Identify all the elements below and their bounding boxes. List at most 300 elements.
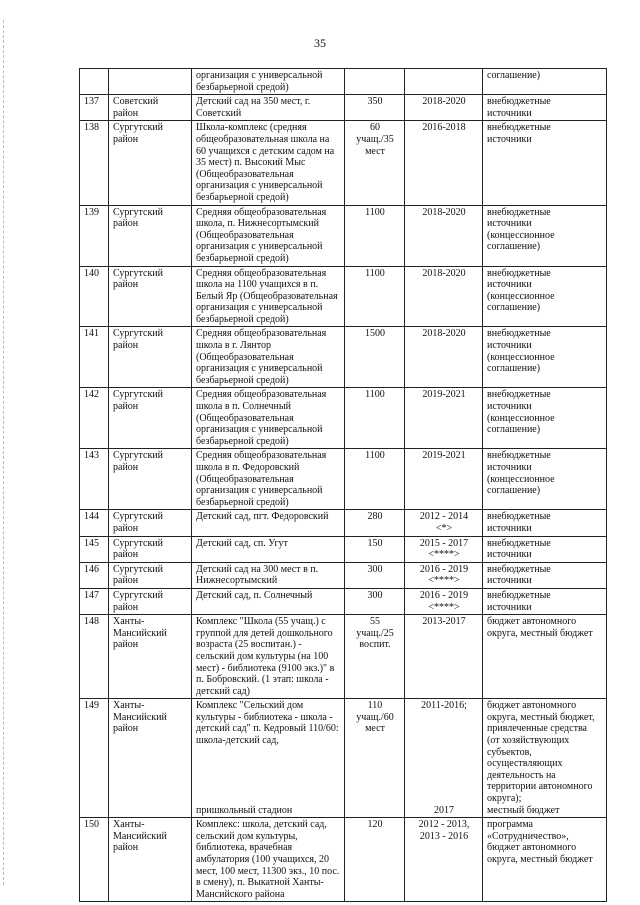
object-description-cell-line: (Общеобразовательная	[196, 168, 294, 180]
table-row	[80, 588, 607, 614]
object-description-cell-line: Детский сад, п. Солнечный	[196, 589, 313, 601]
capacity-cell	[345, 95, 405, 121]
funding-source-cell-line: источники	[487, 575, 532, 587]
object-description-cell-line: безбарьерной средой)	[196, 252, 289, 264]
row-number-cell	[80, 327, 109, 388]
object-description-cell-line: школа-детский сад,	[196, 735, 279, 747]
row-number-cell	[80, 205, 109, 266]
municipality-cell-line: Сургутский	[113, 511, 164, 523]
capacity-cell-line: 1500	[365, 328, 385, 340]
municipality-cell-line: район	[113, 639, 139, 651]
funding-source-cell	[483, 69, 607, 95]
object-description-cell-line: (Общеобразовательная	[196, 229, 294, 241]
capacity-cell-line: 300	[367, 589, 383, 601]
municipality-cell-line: район	[113, 133, 139, 145]
municipality-cell-line: Сургутский	[113, 267, 164, 279]
municipality-cell-line: Мансийский	[113, 711, 167, 723]
object-description-cell-line: (Общеобразовательная	[196, 412, 294, 424]
object-description-cell	[192, 699, 345, 818]
funding-source-cell	[483, 449, 607, 510]
funding-source-cell	[483, 536, 607, 562]
municipality-cell-line: район	[113, 842, 139, 854]
object-description-cell-line: организация с универсальной	[196, 424, 323, 436]
object-description-cell-line: безбарьерной средой)	[196, 313, 289, 325]
object-description-cell-line: в смену), п. Выкатной Ханты-	[196, 877, 324, 889]
object-description-cell-line: пришкольный стадион	[196, 804, 293, 816]
construction-period-cell-line: 2019-2021	[422, 389, 466, 401]
object-description-cell-line: безбарьерной средой)	[196, 496, 289, 508]
construction-period-cell	[405, 327, 483, 388]
funding-source-cell-line: соглашение)	[487, 241, 541, 253]
construction-period-cell-line: 2018-2020	[422, 96, 466, 108]
funding-source-cell-line: внебюджетные	[487, 589, 551, 601]
row-number-cell-text: 150	[84, 819, 99, 831]
object-description-cell-line: п. Бобровский. (1 этап: школа -	[196, 674, 329, 686]
construction-period-cell-line	[409, 723, 479, 735]
funding-source-cell-line: (от хозяйствующих	[487, 735, 570, 747]
table-row	[80, 536, 607, 562]
capacity-cell	[345, 562, 405, 588]
capacity-cell-line: 60	[370, 122, 380, 134]
construction-period-cell	[405, 510, 483, 536]
municipality-cell-line: Советский	[113, 96, 159, 108]
page-number: 35	[314, 36, 326, 50]
municipality-cell-line: Сургутский	[113, 122, 164, 134]
object-description-cell-line: Средняя общеобразовательная	[196, 389, 327, 401]
municipality-cell-line: Сургутский	[113, 328, 164, 340]
object-description-cell-line: амбулатория (100 учащихся, 20	[196, 854, 329, 865]
object-description-cell-line: сельский дом культуры,	[196, 830, 298, 842]
funding-source-cell-line: бюджет автономного	[487, 700, 577, 712]
row-number-cell-text: 144	[84, 511, 99, 523]
row-number-cell	[80, 588, 109, 614]
municipality-cell	[109, 615, 192, 699]
municipality-cell-line: Ханты-	[113, 616, 145, 628]
capacity-cell-line: мест	[365, 145, 385, 157]
row-number-cell	[80, 266, 109, 327]
object-description-cell-line: школа в п. Солнечный	[196, 401, 291, 413]
funding-source-cell-line: (концессионное	[487, 351, 555, 363]
municipality-cell	[109, 121, 192, 205]
municipality-cell-line: Мансийский	[113, 830, 167, 842]
object-description-cell-line: детский сад" п. Кедровый 110/60:	[196, 723, 339, 735]
municipality-cell-line: район	[113, 340, 139, 352]
object-description-cell-line	[196, 758, 341, 770]
construction-period-cell-line: 2018-2020	[422, 328, 466, 340]
municipality-cell-line: район	[113, 107, 139, 119]
object-description-cell	[192, 69, 345, 95]
object-description-cell-line: культуры - библиотека - школа -	[196, 711, 333, 723]
row-number-cell-text: 147	[84, 589, 99, 601]
funding-source-cell-line: бюджет автономного	[487, 616, 577, 628]
object-description-cell-line: Мансийского района	[196, 888, 285, 900]
object-description-cell-line: школа на 1100 учащихся в п.	[196, 279, 319, 291]
construction-period-cell-line: 2016-2018	[422, 122, 466, 134]
construction-period-cell-line: 2011-2016;	[421, 700, 467, 712]
funding-source-cell-line: соглашение)	[487, 424, 541, 436]
row-number-cell	[80, 615, 109, 699]
table-row	[80, 449, 607, 510]
object-description-cell-line: Детский сад на 300 мест в п.	[196, 563, 319, 575]
object-description-cell-line: Средняя общеобразовательная	[196, 206, 327, 218]
table-row	[80, 327, 607, 388]
municipality-cell-line: Сургутский	[113, 589, 164, 601]
funding-source-cell-line: источники	[487, 601, 532, 613]
funding-source-cell-line: соглашение)	[487, 70, 541, 81]
construction-period-cell-line: 2012 - 2013,	[418, 819, 470, 831]
municipality-cell	[109, 562, 192, 588]
object-description-cell-line	[196, 747, 341, 759]
row-number-cell-text: 146	[84, 563, 99, 575]
registry-table-body	[80, 69, 607, 902]
table-row	[80, 95, 607, 121]
capacity-cell	[345, 205, 405, 266]
capacity-cell-line: 120	[367, 819, 383, 831]
object-description-cell-line: детский сад)	[196, 685, 250, 697]
construction-period-cell	[405, 588, 483, 614]
construction-period-cell	[405, 266, 483, 327]
construction-period-cell	[405, 449, 483, 510]
capacity-cell-line: 150	[367, 537, 383, 549]
object-description-cell-line: организация с универсальной	[196, 241, 323, 253]
construction-period-cell-line	[409, 781, 479, 793]
table-row	[80, 205, 607, 266]
construction-period-cell	[405, 205, 483, 266]
capacity-cell	[345, 121, 405, 205]
funding-source-cell-line: округа, местный бюджет	[487, 627, 593, 639]
object-description-cell-line: 35 мест) п. Высокий Мыс	[196, 157, 306, 169]
funding-source-cell-line: источники	[487, 549, 532, 561]
municipality-cell-line: район	[113, 462, 139, 473]
row-number-cell-text: 149	[84, 700, 99, 712]
capacity-cell-line: учащ./60	[356, 711, 394, 723]
municipality-cell	[109, 266, 192, 327]
municipality-cell	[109, 818, 192, 902]
construction-period-cell-line: <****>	[428, 549, 460, 561]
object-description-cell-line: Детский сад, сп. Угут	[196, 537, 288, 549]
object-description-cell-line: мест, 100 мест, 11300 экз., 10 пос.	[196, 865, 340, 877]
funding-source-cell	[483, 388, 607, 449]
funding-source-cell	[483, 327, 607, 388]
construction-period-cell-line: <****>	[428, 575, 460, 587]
funding-source-cell	[483, 818, 607, 902]
object-description-cell	[192, 327, 345, 388]
row-number-cell-text: 141	[84, 328, 99, 340]
capacity-cell-line: 1100	[365, 450, 385, 462]
capacity-cell	[345, 266, 405, 327]
object-description-cell-line: организация с универсальной	[196, 485, 323, 497]
object-description-cell-line: Комплекс "Школа (55 учащ.) с	[196, 616, 326, 628]
funding-source-cell-line: привлеченные средства	[487, 723, 587, 735]
table-row	[80, 510, 607, 536]
funding-source-cell-line: деятельность на	[487, 769, 556, 781]
municipality-cell	[109, 536, 192, 562]
capacity-cell-line: 55	[370, 616, 380, 628]
object-description-cell-line: организация с универсальной	[196, 302, 323, 314]
object-description-cell-line: Комплекс "Сельский дом	[196, 700, 304, 712]
row-number-cell	[80, 699, 109, 818]
funding-source-cell-line: внебюджетные	[487, 122, 551, 134]
municipality-cell	[109, 69, 192, 95]
object-description-cell-line: безбарьерной средой)	[196, 191, 289, 203]
funding-source-cell-line: источники	[487, 279, 532, 291]
construction-period-cell	[405, 615, 483, 699]
funding-source-cell	[483, 121, 607, 205]
funding-source-cell	[483, 95, 607, 121]
construction-period-cell	[405, 818, 483, 902]
construction-period-cell	[405, 388, 483, 449]
construction-period-cell	[405, 536, 483, 562]
object-description-cell-line: Детский сад, пгт. Федоровский	[196, 511, 329, 523]
capacity-cell-line: 110	[367, 700, 383, 712]
funding-source-cell-line: внебюджетные	[487, 206, 551, 218]
funding-source-cell-line: соглашение)	[487, 485, 541, 497]
object-description-cell-line: Детский сад на 350 мест, г.	[196, 96, 311, 108]
construction-period-cell	[405, 69, 483, 95]
object-description-cell-line: Школа-комплекс (средняя	[196, 122, 307, 134]
row-number-cell	[80, 510, 109, 536]
construction-period-cell-line: 2015 - 2017	[419, 537, 469, 549]
object-description-cell-line: Комплекс: школа, детский сад,	[196, 819, 327, 831]
row-number-cell	[80, 818, 109, 902]
municipality-cell	[109, 388, 192, 449]
row-number-cell-text: 140	[84, 267, 99, 279]
object-description-cell-line: безбарьерной средой)	[196, 435, 289, 447]
capacity-cell-line: 1100	[365, 206, 385, 218]
object-description-cell	[192, 95, 345, 121]
capacity-cell	[345, 388, 405, 449]
object-description-cell	[192, 449, 345, 510]
municipality-cell	[109, 95, 192, 121]
table-row	[80, 615, 607, 699]
funding-source-cell	[483, 699, 607, 818]
municipality-cell-line: район	[113, 549, 139, 561]
object-description-cell	[192, 510, 345, 536]
capacity-cell-line: учащ./25	[356, 627, 394, 639]
construction-period-cell	[405, 562, 483, 588]
table-row	[80, 699, 607, 818]
construction-period-cell	[405, 95, 483, 121]
funding-source-cell-line: округа, местный бюджет,	[487, 711, 595, 723]
object-description-cell-line: Средняя общеобразовательная	[196, 450, 327, 462]
construction-period-cell-line: 2019-2021	[422, 450, 466, 462]
municipality-cell-line: район	[113, 575, 139, 587]
funding-source-cell-line: внебюджетные	[487, 450, 551, 462]
scan-edge-rule	[3, 20, 4, 885]
funding-source-cell-line: источники	[487, 340, 532, 352]
table-row	[80, 388, 607, 449]
municipality-cell	[109, 699, 192, 818]
funding-source-cell	[483, 588, 607, 614]
funding-source-cell-line: внебюджетные	[487, 563, 551, 575]
municipality-cell-line: Сургутский	[113, 206, 164, 218]
object-description-cell-line: безбарьерной средой)	[196, 81, 289, 93]
object-description-cell	[192, 266, 345, 327]
funding-source-cell	[483, 205, 607, 266]
object-description-cell-line: мест) - библиотека (9100 экз.)" в	[196, 662, 335, 674]
object-description-cell-line: Советский	[196, 107, 242, 119]
row-number-cell-text: 143	[84, 450, 99, 462]
funding-source-cell-line: осуществляющих	[487, 758, 563, 770]
object-description-cell	[192, 388, 345, 449]
municipality-cell-line: Сургутский	[113, 389, 164, 401]
table-row	[80, 818, 607, 902]
construction-period-cell-line: <*>	[435, 522, 453, 534]
row-number-cell-text: 148	[84, 616, 99, 628]
funding-source-cell-line: программа	[487, 819, 533, 831]
municipality-cell	[109, 327, 192, 388]
funding-source-cell-line: внебюджетные	[487, 267, 551, 279]
municipality-cell-line: Мансийский	[113, 627, 167, 639]
capacity-cell-line: 300	[367, 563, 383, 575]
object-description-cell-line: школа в п. Федоровский	[196, 462, 300, 473]
table-row	[80, 562, 607, 588]
construction-period-cell-line	[409, 735, 479, 747]
municipality-cell-line: Сургутский	[113, 563, 164, 575]
row-number-cell	[80, 69, 109, 95]
object-description-cell-line	[196, 793, 341, 805]
capacity-cell-line: 1100	[365, 267, 385, 279]
construction-period-cell-line	[409, 747, 479, 759]
funding-source-cell-line: источники	[487, 107, 532, 119]
row-number-cell	[80, 388, 109, 449]
construction-period-cell-line: 2016 - 2019	[419, 563, 469, 575]
funding-source-cell-line: округа, местный бюджет	[487, 854, 593, 865]
construction-period-cell-line: 2012 - 2014	[419, 511, 469, 523]
funding-source-cell	[483, 562, 607, 588]
construction-period-cell-line: <****>	[428, 601, 460, 613]
object-description-cell-line: Нижнесортымский	[196, 575, 278, 587]
funding-source-cell-line: источники	[487, 133, 532, 145]
capacity-cell	[345, 69, 405, 95]
capacity-cell-line: учащ./35	[356, 133, 394, 145]
funding-source-cell-line: соглашение)	[487, 363, 541, 375]
municipality-cell-line: район	[113, 601, 139, 613]
row-number-cell-text: 142	[84, 389, 99, 401]
municipality-cell-line: район	[113, 522, 139, 534]
construction-period-cell-line: 2016 - 2019	[419, 589, 469, 601]
table-row	[80, 69, 607, 95]
row-number-cell	[80, 121, 109, 205]
object-description-cell	[192, 536, 345, 562]
capacity-cell	[345, 818, 405, 902]
funding-source-cell-line: источники	[487, 401, 532, 413]
funding-source-cell-line: бюджет автономного	[487, 842, 577, 854]
funding-source-cell-line: внебюджетные	[487, 328, 551, 340]
construction-period-cell-line	[409, 770, 479, 782]
construction-period-cell-line: 2018-2020	[422, 267, 466, 279]
object-description-cell	[192, 121, 345, 205]
funding-source-cell-line: внебюджетные	[487, 511, 551, 523]
object-description-cell-line: организация с универсальной	[196, 180, 323, 192]
table-row	[80, 121, 607, 205]
construction-period-cell-line: 2017	[434, 804, 454, 816]
object-description-cell-line: организация с универсальной	[196, 363, 323, 375]
funding-source-cell	[483, 266, 607, 327]
construction-period-cell	[405, 121, 483, 205]
object-description-cell-line: Средняя общеобразовательная	[196, 328, 327, 340]
municipality-cell-line: Сургутский	[113, 537, 164, 549]
capacity-cell	[345, 699, 405, 818]
object-description-cell-line: Белый Яр (Общеобразовательная	[196, 290, 338, 302]
capacity-cell-line: 1100	[365, 389, 385, 401]
construction-period-cell	[405, 699, 483, 818]
object-description-cell	[192, 588, 345, 614]
municipality-cell-line: Сургутский	[113, 450, 164, 462]
municipality-cell	[109, 588, 192, 614]
object-description-cell-line: школа, п. Нижнесортымский	[196, 218, 319, 230]
object-description-cell	[192, 818, 345, 902]
funding-source-cell-line: источники	[487, 462, 532, 473]
capacity-cell	[345, 327, 405, 388]
object-description-cell-line: безбарьерной средой)	[196, 374, 289, 386]
object-description-cell-line: Средняя общеобразовательная	[196, 267, 327, 279]
funding-source-cell-line: (концессионное	[487, 290, 555, 302]
object-description-cell-line: сельский дом культуры (на 100	[196, 650, 329, 662]
construction-period-cell-line	[409, 712, 479, 724]
row-number-cell-text: 138	[84, 122, 99, 134]
object-description-cell-line: библиотека, врачебная	[196, 842, 293, 854]
construction-registry-table	[79, 68, 607, 902]
funding-source-cell-line: «Сотрудничество»,	[487, 830, 569, 842]
municipality-cell-line: Ханты-	[113, 819, 145, 831]
municipality-cell-line: район	[113, 401, 139, 413]
municipality-cell-line: район	[113, 723, 139, 735]
object-description-cell-line: группой для детей дошкольного	[196, 627, 333, 639]
funding-source-cell-line: местный бюджет	[487, 804, 560, 816]
funding-source-cell-line: округа);	[487, 793, 522, 805]
funding-source-cell-line: источники	[487, 522, 532, 534]
object-description-cell	[192, 562, 345, 588]
object-description-cell-line: возраста (25 воспитан.) -	[196, 639, 302, 651]
funding-source-cell-line: соглашение)	[487, 302, 541, 314]
funding-source-cell-line: территории автономного	[487, 781, 593, 793]
construction-period-cell-line	[409, 758, 479, 770]
funding-source-cell-line: (концессионное	[487, 473, 555, 485]
construction-period-cell-line: 2018-2020	[422, 206, 466, 218]
municipality-cell	[109, 205, 192, 266]
object-description-cell-line	[196, 781, 341, 793]
construction-period-cell-line: 2013 - 2016	[419, 830, 469, 842]
object-description-cell-line: (Общеобразовательная	[196, 473, 294, 485]
funding-source-cell	[483, 510, 607, 536]
object-description-cell-line: организация с универсальной	[196, 70, 323, 81]
object-description-cell-line	[196, 770, 341, 782]
capacity-cell	[345, 588, 405, 614]
capacity-cell-line: мест	[365, 723, 385, 735]
capacity-cell-line: 280	[367, 511, 383, 523]
municipality-cell-line: район	[113, 218, 139, 230]
funding-source-cell-line: субъектов,	[487, 746, 532, 758]
row-number-cell-text: 145	[84, 537, 99, 549]
row-number-cell	[80, 95, 109, 121]
object-description-cell-line: (Общеобразовательная	[196, 351, 294, 363]
row-number-cell	[80, 536, 109, 562]
object-description-cell-line: общеобразовательная школа на	[196, 133, 330, 145]
municipality-cell	[109, 510, 192, 536]
funding-source-cell-line: (концессионное	[487, 412, 555, 424]
row-number-cell-text: 139	[84, 206, 99, 218]
construction-period-cell-line	[409, 793, 479, 805]
capacity-cell-line: 350	[367, 96, 383, 108]
capacity-cell	[345, 536, 405, 562]
object-description-cell-line: 60 учащихся с детским садом на	[196, 145, 335, 157]
funding-source-cell-line: внебюджетные	[487, 96, 551, 108]
funding-source-cell-line: внебюджетные	[487, 537, 551, 549]
funding-source-cell-line: внебюджетные	[487, 389, 551, 401]
object-description-cell	[192, 615, 345, 699]
capacity-cell	[345, 615, 405, 699]
